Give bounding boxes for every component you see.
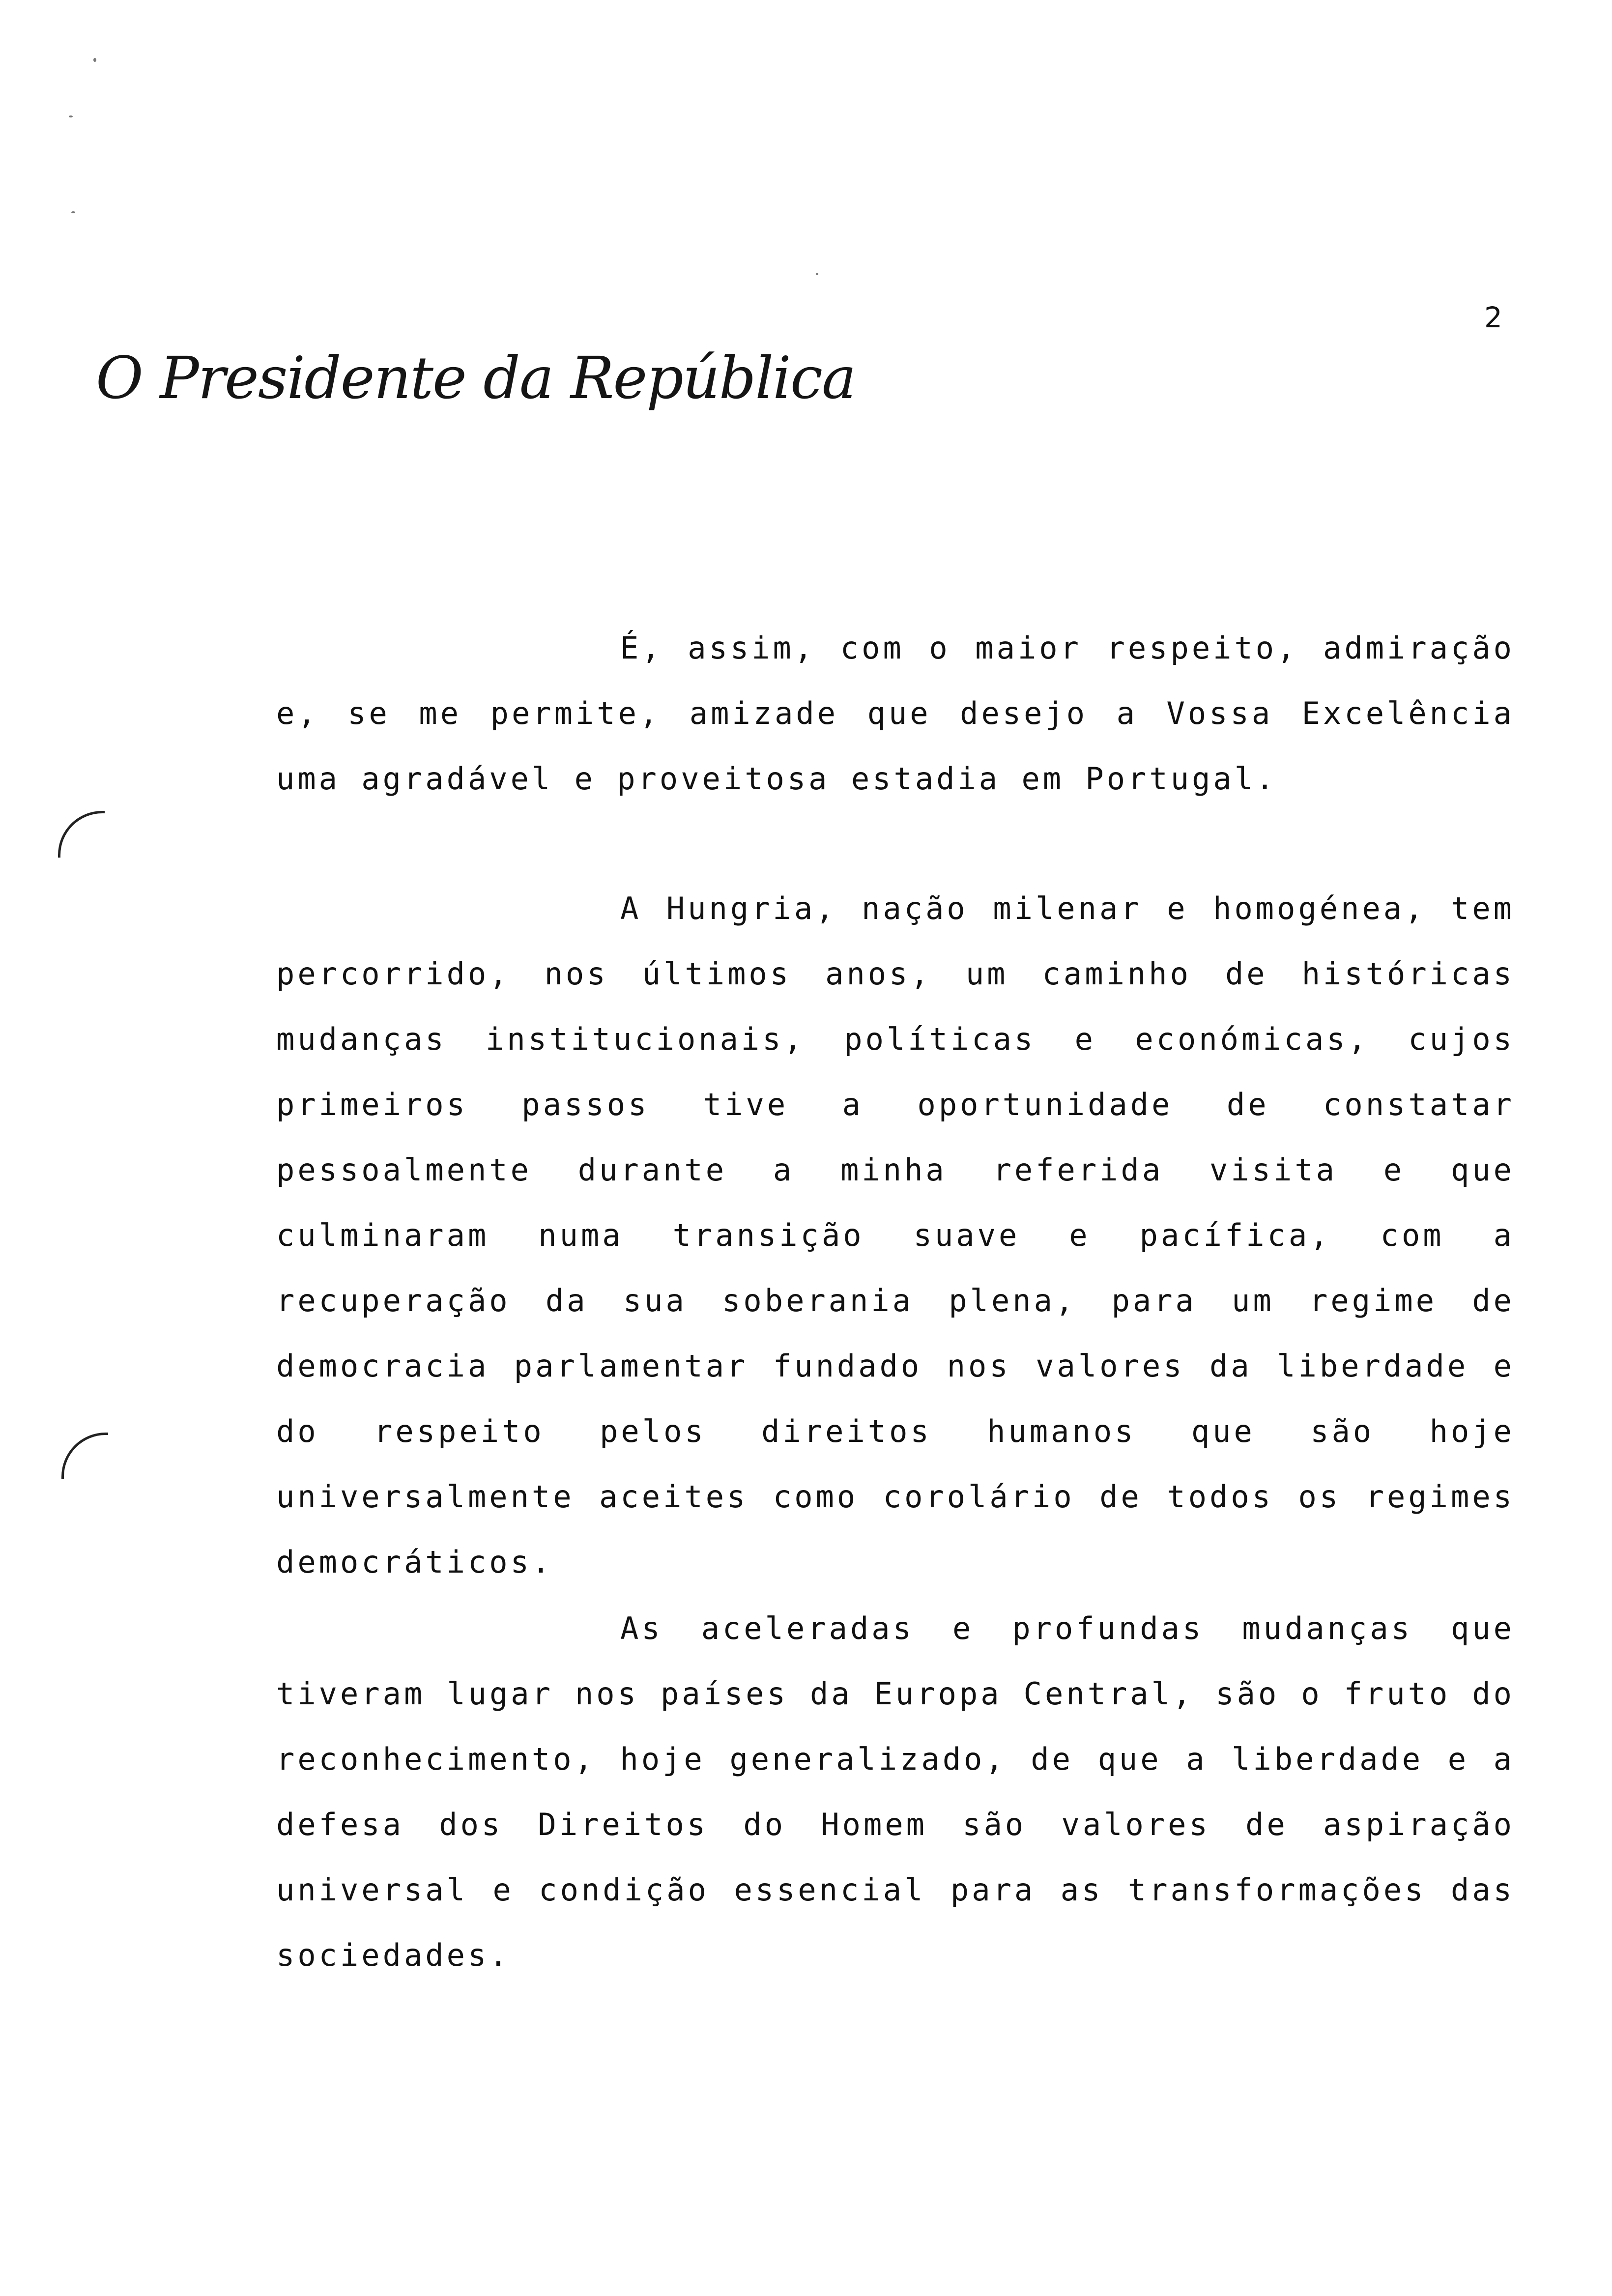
paragraph-3: As aceleradas e profundas mudanças que tiveram lugar nos países da Europa Central, são o fruto do reconhecimento, hoje generalizado, de que a liberdade e a defesa dos Direitos do Homem são valores de aspiração universal e condição essencial para as transformações das sociedades. [276,1610,1515,1973]
scan-speck [69,115,73,117]
scan-speck [93,58,96,62]
scan-speck [71,211,75,213]
scan-speck [816,273,818,275]
punch-hole-mark-top [58,811,105,858]
paragraph-2: A Hungria, nação milenar e homogénea, tem percorrido, nos últimos anos, um caminho de históricas mudanças institucionais, políticas e económicas, cujos primeiros passos tive a oportunidade de constatar pessoalmente durante a minha referida visita e que culminaram numa transição suave e pacífica, com a recuperação da sua soberania plena, para um regime de democracia parlamentar fundado nos valores da liberdade e do respeito pelos direitos humanos que são hoje universalmente aceites como corolário de todos os regimes democráticos. [276,890,1515,1580]
paragraph-1: É, assim, com o maior respeito, admiração e, se me permite, amizade que desejo a Vossa Excelência uma agradável e proveitosa estadia em Portugal. [276,630,1515,797]
page-number: 2 [1484,301,1502,334]
letterhead: O Presidente da República [96,344,856,412]
punch-hole-mark-bottom [61,1433,108,1479]
